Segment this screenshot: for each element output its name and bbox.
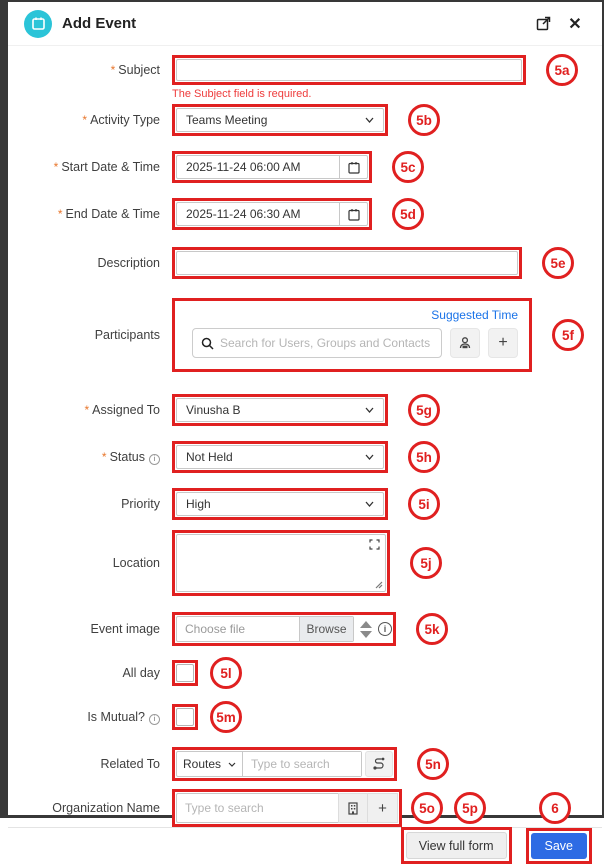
all-day-label: All day (122, 666, 160, 680)
modal-footer (8, 827, 602, 863)
view-full-form-button[interactable]: View full form (406, 832, 507, 859)
calendar-icon[interactable] (339, 156, 367, 178)
annotation-box-assigned-to (172, 394, 388, 426)
annotation-box-event-image (172, 612, 396, 646)
required-marker: * (53, 160, 59, 174)
search-icon (201, 337, 214, 350)
assigned-to-label: * Assigned To (84, 403, 160, 417)
browse-button[interactable]: Browse (299, 617, 353, 641)
annotation-circle-5o: 5o (411, 792, 443, 824)
related-to-label: Related To (100, 757, 160, 771)
location-row (8, 530, 602, 596)
info-icon: i (149, 454, 160, 465)
location-label: Location (112, 556, 160, 570)
subject-input[interactable] (176, 59, 522, 81)
chevron-down-icon (365, 501, 374, 507)
event-image-group (176, 616, 392, 642)
all-day-row (8, 657, 602, 689)
participants-row (8, 298, 602, 372)
organization-search-input[interactable] (176, 793, 338, 823)
annotation-box-subject (172, 55, 526, 85)
related-to-group (176, 751, 393, 777)
page-title: Add Event (62, 15, 137, 32)
related-to-row (8, 747, 602, 781)
is-mutual-checkbox[interactable] (176, 708, 194, 726)
related-to-field (176, 751, 362, 777)
calendar-icon[interactable] (339, 203, 367, 225)
spinner-up-down-icon[interactable] (360, 621, 372, 638)
end-datetime-row (8, 198, 602, 230)
annotation-circle-5p: 5p (454, 792, 486, 824)
required-marker: * (101, 449, 107, 464)
activity-type-select[interactable]: Teams Meeting (176, 108, 384, 132)
participants-label: Participants (94, 328, 160, 342)
suggested-time-link[interactable]: Suggested Time (431, 308, 518, 322)
save-button[interactable]: Save (531, 833, 588, 859)
related-to-search-input[interactable] (243, 752, 361, 776)
priority-label: Priority (121, 497, 160, 511)
chevron-down-icon (365, 454, 374, 460)
annotation-box-priority (172, 488, 388, 520)
info-icon: i (378, 622, 392, 636)
description-label: Description (97, 256, 160, 270)
annotation-circle-5j: 5j (410, 547, 442, 579)
activity-type-label: * Activity Type (82, 113, 160, 127)
assigned-to-row (8, 394, 602, 426)
subject-label: * Subject (110, 63, 160, 77)
start-datetime-label: * Start Date & Time (53, 160, 160, 174)
related-to-module-select[interactable]: Routes (177, 752, 243, 776)
annotation-circle-5b: 5b (408, 104, 440, 136)
event-image-row (8, 612, 602, 646)
status-label: * Status i (8, 450, 160, 465)
annotation-circle-5l: 5l (210, 657, 242, 689)
open-in-new-icon[interactable] (532, 13, 554, 35)
organization-label: Organization Name (52, 801, 160, 815)
required-marker: * (110, 63, 116, 77)
event-calendar-icon (24, 10, 52, 38)
chevron-down-icon (228, 762, 236, 767)
annotation-box-description (172, 247, 522, 279)
annotation-circle-5i: 5i (408, 488, 440, 520)
annotation-box-view-full-form (401, 827, 512, 864)
organization-group (176, 793, 398, 823)
subject-row (8, 54, 602, 86)
annotation-box-save (526, 828, 593, 864)
annotation-box-is-mutual (172, 704, 198, 730)
building-icon[interactable] (338, 793, 368, 823)
chevron-down-icon (365, 117, 374, 123)
all-day-checkbox[interactable] (176, 664, 194, 682)
start-datetime-row (8, 151, 602, 183)
required-marker: * (84, 403, 90, 417)
end-datetime-label: * End Date & Time (57, 207, 160, 221)
annotation-box-status (172, 441, 388, 473)
annotation-circle-5k: 5k (416, 613, 448, 645)
activity-type-row (8, 104, 602, 136)
annotation-circle-5c: 5c (392, 151, 424, 183)
user-icon[interactable] (450, 328, 480, 358)
fullscreen-icon[interactable] (369, 539, 380, 550)
status-row (8, 441, 602, 473)
plus-icon[interactable]: + (368, 793, 398, 823)
annotation-box-end-datetime (172, 198, 372, 230)
organization-row (8, 789, 602, 827)
required-marker: * (57, 207, 63, 221)
required-marker: * (82, 113, 88, 127)
start-datetime-value[interactable]: 2025-11-24 06:00 AM (186, 160, 301, 174)
description-input[interactable] (176, 251, 518, 275)
annotation-circle-5d: 5d (392, 198, 424, 230)
add-event-modal (8, 2, 602, 853)
annotation-circle-5e: 5e (542, 247, 574, 279)
participants-group (176, 302, 528, 368)
annotation-circle-6: 6 (539, 792, 571, 824)
annotation-box-participants (172, 298, 532, 372)
location-textarea[interactable] (176, 534, 386, 592)
status-select[interactable]: Not Held (176, 445, 384, 469)
close-icon[interactable]: ✕ (568, 15, 582, 33)
annotation-box-organization (172, 789, 402, 827)
priority-row (8, 488, 602, 520)
end-datetime-value[interactable]: 2025-11-24 06:30 AM (186, 207, 301, 221)
annotation-box-activity-type (172, 104, 388, 136)
resize-handle-icon[interactable] (374, 580, 383, 589)
end-datetime-field (176, 202, 368, 226)
form-body (8, 46, 602, 827)
is-mutual-row (8, 701, 602, 733)
plus-icon[interactable]: + (488, 328, 518, 358)
event-image-label: Event image (90, 622, 160, 636)
description-row (8, 247, 602, 279)
annotation-circle-5h: 5h (408, 441, 440, 473)
participants-search (192, 328, 442, 358)
priority-select[interactable]: High (176, 492, 384, 516)
subject-error-row (8, 88, 602, 100)
start-datetime-field (176, 155, 368, 179)
annotation-circle-5n: 5n (417, 748, 449, 780)
info-icon: i (149, 714, 160, 725)
annotation-circle-5a: 5a (546, 54, 578, 86)
annotation-box-all-day (172, 660, 198, 686)
chevron-down-icon (365, 407, 374, 413)
annotation-box-location (172, 530, 390, 596)
assigned-to-select[interactable]: Vinusha B (176, 398, 384, 422)
modal-header (8, 2, 602, 46)
file-input-label: Choose file (185, 622, 246, 636)
file-input[interactable] (176, 616, 354, 642)
is-mutual-label: Is Mutual? i (8, 710, 160, 725)
participants-search-input[interactable] (220, 336, 433, 350)
annotation-circle-5m: 5m (210, 701, 242, 733)
annotation-circle-5f: 5f (552, 319, 584, 351)
annotation-circle-5g: 5g (408, 394, 440, 426)
route-icon[interactable] (365, 751, 393, 777)
annotation-box-related-to (172, 747, 397, 781)
subject-error-text: The Subject field is required. (172, 88, 312, 100)
annotation-box-start-datetime (172, 151, 372, 183)
